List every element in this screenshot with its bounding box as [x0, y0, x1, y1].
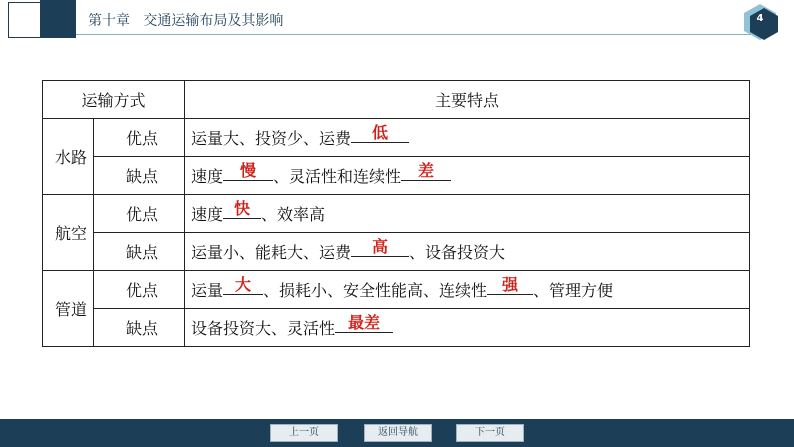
table-header-row	[43, 81, 750, 119]
transport-features-table	[42, 80, 750, 347]
answer-blank: 差	[401, 162, 451, 181]
pros-label: 优点	[94, 195, 185, 233]
pros-text: 运量大、投资少、运费 低	[185, 119, 750, 157]
next-page-button[interactable]: 下一页	[456, 424, 524, 442]
answer-blank: 强	[487, 276, 533, 295]
mode-cell: 航空	[43, 195, 94, 271]
table-row	[43, 233, 750, 271]
header-features: 主要特点	[185, 81, 750, 119]
page-number: 4	[756, 13, 764, 24]
prev-page-button[interactable]: 上一页	[270, 424, 338, 442]
header-mode: 运输方式	[43, 81, 185, 119]
cons-text: 速度 慢 、灵活性和连续性 差	[185, 157, 750, 195]
back-to-nav-button[interactable]: 返回导航	[364, 424, 432, 442]
table-row	[43, 195, 750, 233]
answer-blank: 大	[223, 276, 263, 295]
pros-text: 运量 大 、损耗小、安全性能高、连续性 强 、管理方便	[185, 271, 750, 309]
table-row	[43, 309, 750, 347]
answer-blank: 高	[351, 238, 409, 257]
table-row	[43, 119, 750, 157]
header-rule	[76, 34, 756, 35]
pros-label: 优点	[94, 119, 185, 157]
cons-label: 缺点	[94, 309, 185, 347]
pros-text: 速度 快 、效率高	[185, 195, 750, 233]
cons-text: 设备投资大、灵活性 最差	[185, 309, 750, 347]
mode-cell: 水路	[43, 119, 94, 195]
mode-cell: 管道	[43, 271, 94, 347]
table-row	[43, 157, 750, 195]
cons-text: 运量小、能耗大、运费 高 、设备投资大	[185, 233, 750, 271]
header-decor-block	[40, 0, 76, 38]
answer-blank: 最差	[335, 314, 393, 333]
pros-label: 优点	[94, 271, 185, 309]
chapter-title: 第十章 交通运输布局及其影响	[88, 13, 284, 29]
table-row	[43, 271, 750, 309]
answer-blank: 快	[223, 200, 261, 219]
answer-blank: 低	[351, 124, 409, 143]
answer-blank: 慢	[223, 162, 273, 181]
cons-label: 缺点	[94, 157, 185, 195]
cons-label: 缺点	[94, 233, 185, 271]
